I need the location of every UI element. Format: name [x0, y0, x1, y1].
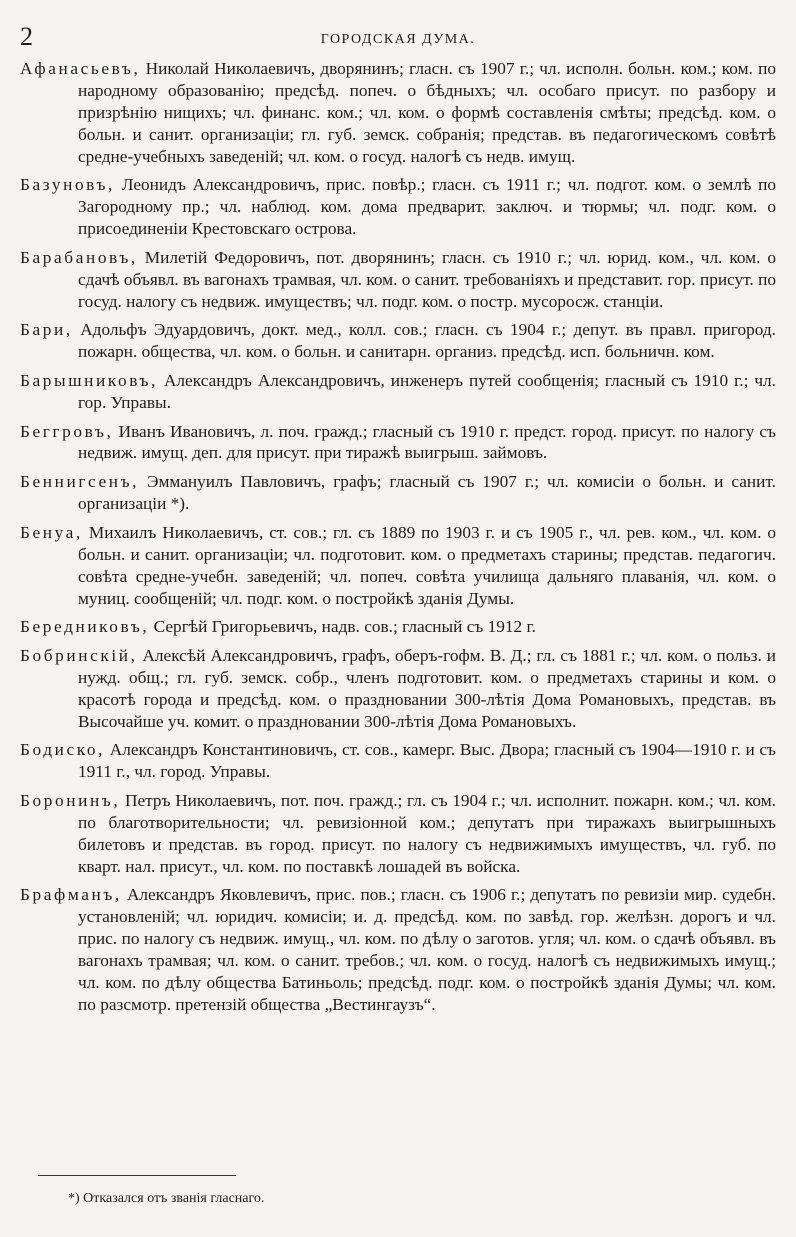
entry-text: Александръ Александровичъ, инженеръ путей сообщенія; гласный съ 1910 г.; чл. гор. Управы.	[78, 370, 776, 412]
entry-surname: Барабановъ,	[20, 247, 138, 267]
entry-surname: Бередниковъ,	[20, 617, 150, 637]
entry	[20, 884, 776, 1015]
entry-surname: Бари,	[20, 320, 73, 340]
entry-text: Петръ Николаевичъ, пот. поч. гражд.; гл. съ 1904 г.; чл. исполнит. пожарн. ком.; чл. ком. по благотворительности; чл. ревизіонной ком.; депутатъ при тиражахъ выигрышныхъ билетовъ и представ. въ город. присут. по налогу съ недвижимыхъ имуществъ, чл. губ. по кварт. нал. присут., чл. ком. по поставкѣ лошадей въ войска.	[78, 790, 776, 876]
entry-text: Александръ Яковлевичъ, прис. пов.; гласн. съ 1906 г.; депутатъ по ревизіи мир. судебн. установленій; чл. юридич. комисіи; и. д. предсѣд. ком. по завѣд. гор. желѣзн. дорогъ и чл. прис. по налогу съ недвиж. имущ., чл. ком. по дѣлу о заготов. угля; чл. ком. о сдачѣ объявл. въ вагонахъ трамвая; чл. ком. о санит. требов.; чл. ком. о госуд. налогѣ съ недвижимыхъ имущ.; чл. ком. по дѣлу общества Батиньоль; предсѣд. подг. ком. о постройкѣ зданія Думы; чл. ком. по разсмотр. претензій общества „Вестингаузъ“.	[78, 885, 776, 1014]
entry	[20, 616, 776, 638]
entry-surname: Беггровъ,	[20, 421, 114, 441]
entry	[20, 58, 776, 168]
entry-text: Александръ Константиновичъ, ст. сов., камерг. Выс. Двора; гласный съ 1904—1910 г. и съ 1911 г., чл. город. Управы.	[78, 740, 776, 782]
entry-surname: Брафманъ,	[20, 885, 122, 905]
entry-text: Сергѣй Григорьевичъ, надв. сов.; гласный съ 1912 г.	[153, 617, 536, 637]
entry	[20, 421, 776, 465]
running-title: ГОРОДСКАЯ ДУМА.	[320, 32, 476, 47]
entry-surname: Афанасьевъ,	[20, 59, 141, 78]
entry	[20, 174, 776, 240]
entry-text: Иванъ Ивановичъ, л. поч. гражд.; гласный съ 1910 г. предст. город. присут. по налогу съ недвиж. имущ. деп. для присут. при тиражѣ выигрыш. займовъ.	[78, 421, 776, 463]
entry	[20, 790, 776, 878]
page-header	[20, 22, 776, 58]
entry-text: Леонидъ Александровичъ, прис. повѣр.; гласн. съ 1911 г.; чл. подгот. ком. о землѣ по Загородному пр.; чл. наблюд. ком. дома предварит. заключ. и тюрмы; чл. подг. ком. о присоединеніи Крестовскаго острова.	[78, 175, 777, 239]
page-number: 2	[20, 22, 33, 51]
entry-surname: Барышниковъ,	[20, 370, 158, 390]
entry-text: Адольфъ Эдуардовичъ, докт. мед., колл. сов.; гласн. съ 1904 г.; депут. въ правл. пригород. пожарн. общества, чл. ком. о больн. и санитарн. организ. предсѣд. исп. больничн. ком.	[78, 320, 776, 362]
entry	[20, 739, 776, 783]
entry-text: Николай Николаевичъ, дворянинъ; гласн. съ 1907 г.; чл. исполн. больн. ком.; ком. по народному образованію; предсѣд. попеч. о бѣдныхъ; чл. особаго присут. по разбору и призрѣнію нищихъ; чл. финанс. ком.; чл. ком. о формѣ составленія смѣты; предсѣд. ком. о больн. и санит. организаціи; гл. губ. земск. собранія; представ. въ педагогическомъ совѣтѣ средне-учебныхъ заведеній; чл. ком. о госуд. налогѣ съ недв. имущ.	[78, 59, 776, 166]
entry	[20, 319, 776, 363]
entry-surname: Бенуа,	[20, 522, 83, 542]
entry-text: Милетій Федоровичъ, пот. дворянинъ; гласн. съ 1910 г.; чл. юрид. ком., чл. ком. о сдачѣ объявл. въ вагонахъ трамвая, чл. ком. о санит. требованіяхъ и представит. гор. присут. по госуд. налогу съ недвиж. имуществъ; чл. подг. ком. о постр. мусоросж. станціи.	[78, 247, 776, 311]
entry	[20, 247, 776, 313]
entry-surname: Базуновъ,	[20, 175, 115, 195]
entry-surname: Бобринскій,	[20, 645, 138, 665]
entry	[20, 370, 776, 414]
entry	[20, 522, 776, 610]
entry-text: Алексѣй Александровичъ, графъ, оберъ-гофм. В. Д.; гл. съ 1881 г.; чл. ком. о польз. и нужд. общ.; гл. губ. земск. собр., членъ подготовит. ком. о предметахъ старины и ком. о красотѣ города и предсѣд. ком. о праздновании 300-лѣтія Дома Романовыхъ, представ. въ Высочайше уч. комит. о праздновании 300-лѣтія Дома Романовыхъ.	[78, 645, 776, 731]
entry-list	[20, 58, 776, 1016]
entry-text: Михаилъ Николаевичъ, ст. сов.; гл. съ 1889 по 1903 г. и съ 1905 г., чл. рев. ком., чл. ком. о больн. и санит. организаціи; чл. подготовит. ком. о предметахъ старины; представ. педагогич. совѣта средне-учебн. заведеній; чл. попеч. совѣта училища дальняго плаванія, чл. ком. о муниц. сообщеній; чл. подг. ком. о постройкѣ зданія Думы.	[78, 522, 776, 608]
entry	[20, 471, 776, 515]
entry-text: Эммануилъ Павловичъ, графъ; гласный съ 1907 г.; чл. комисіи о больн. и санит. организаціи *).	[78, 472, 776, 514]
entry-surname: Беннигсенъ,	[20, 472, 140, 492]
entry-surname: Боронинъ,	[20, 790, 121, 810]
entry	[20, 645, 776, 733]
footnote: *) Отказался отъ званія гласнаго.	[68, 1191, 265, 1206]
entry-surname: Бодиско,	[20, 740, 106, 760]
footnote-divider	[38, 1175, 236, 1176]
